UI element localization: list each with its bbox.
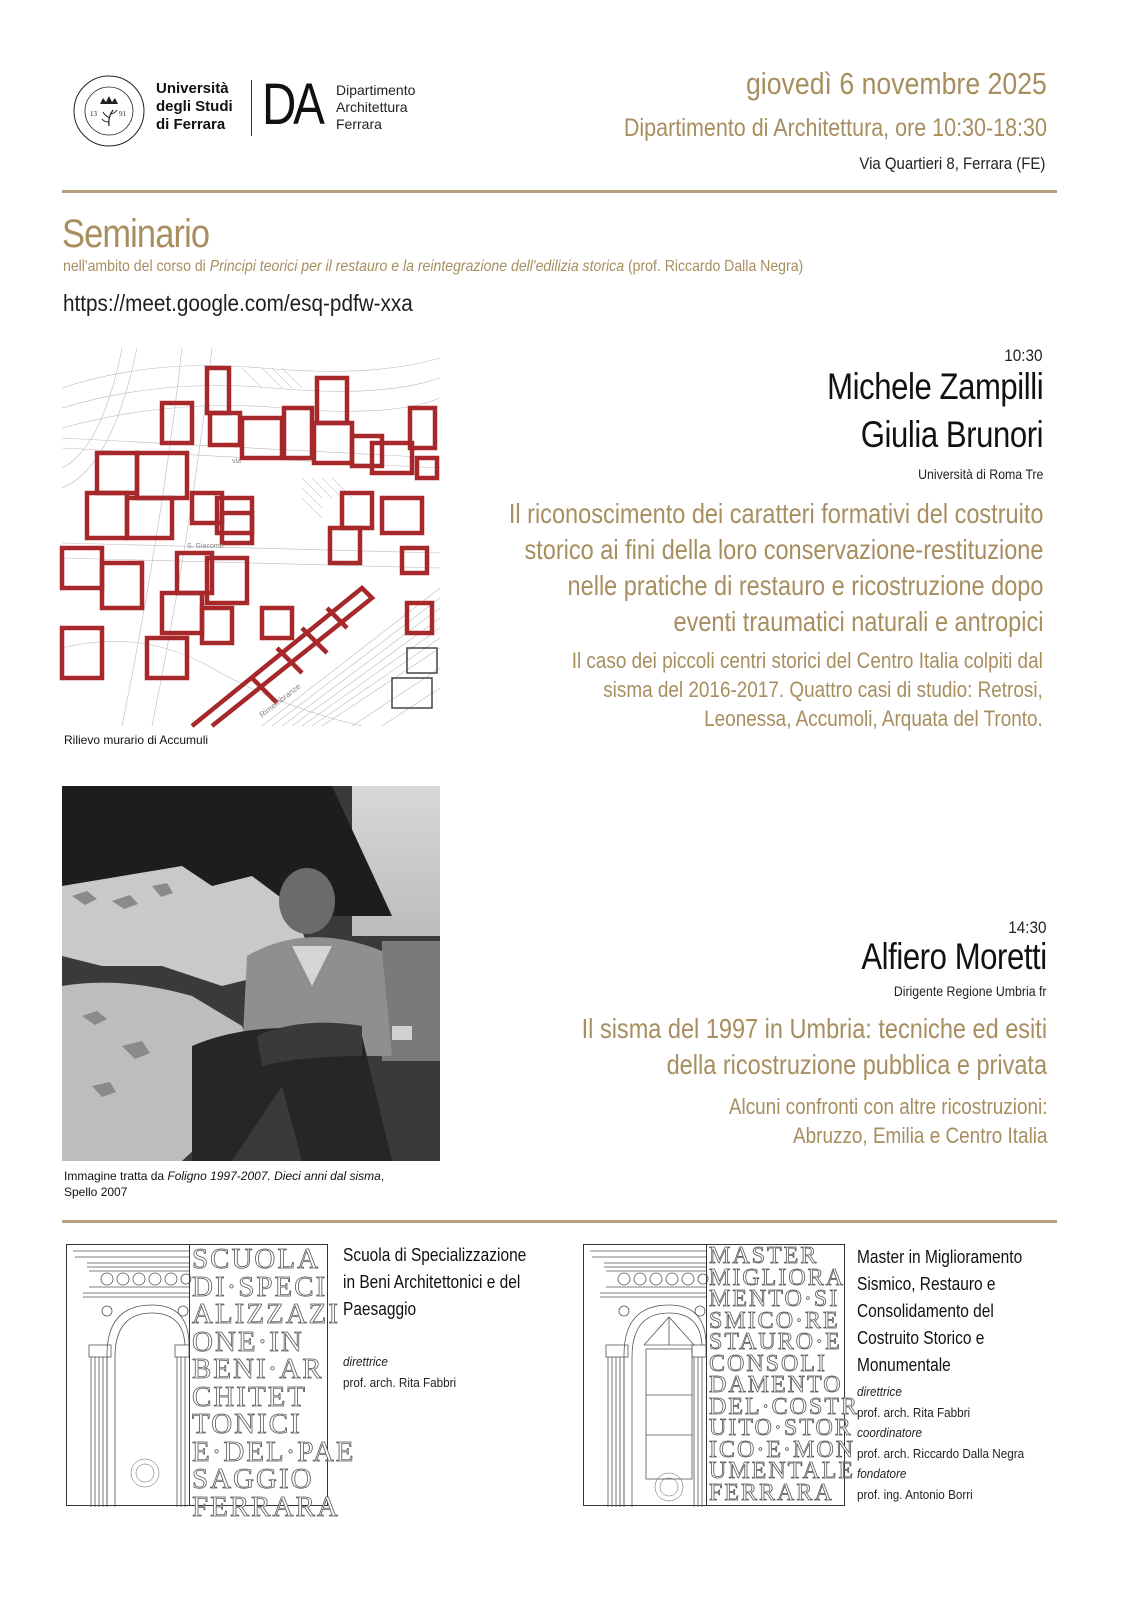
school-1-staff [343, 1352, 456, 1393]
subtitle-prefix: nell'ambito del corso di [63, 258, 210, 275]
talk-2-title [582, 1011, 1047, 1083]
engraved-line: FERRARA [192, 1490, 340, 1523]
talk-2-description [728, 1092, 1047, 1150]
talk-1-speaker: Giulia Brunori [860, 414, 1043, 455]
school-title-line: Paesaggio [343, 1299, 417, 1319]
photo-foligno-earthquake [62, 786, 440, 1161]
map-caption: Rilievo murario di Accumuli [64, 733, 209, 747]
engraved-line: CONSOLI [709, 1350, 828, 1377]
department-name-line: Architettura [336, 99, 408, 115]
engraved-lettering [706, 1243, 859, 1506]
caption-source-title: Foligno 1997-2007. Dieci anni dal sisma [167, 1169, 381, 1183]
school-title-line: Scuola di Specializzazione [343, 1245, 527, 1265]
talk-2-speaker: Alfiero Moretti [861, 936, 1047, 977]
arch-illustration [584, 1245, 706, 1507]
title-line: Il riconoscimento dei caratteri formativi del costruito [508, 498, 1043, 529]
engraved-line: ALIZZAZI [192, 1298, 341, 1330]
title-line: storico ai fini della loro conservazione-restituzione [523, 534, 1043, 565]
engraved-line: DI·SPECI [192, 1270, 328, 1303]
caption-suffix: , [380, 1169, 385, 1183]
engraved-line: SAGGIO [192, 1463, 314, 1495]
engraved-lettering [189, 1243, 356, 1523]
talk-1-speaker: Michele Zampilli [826, 366, 1043, 407]
talk-2-affiliation: Dirigente Regione Umbria fr [894, 983, 1047, 999]
university-name-line: Università [156, 80, 229, 97]
department-name-line: Ferrara [336, 116, 382, 132]
school-1-logo [66, 1243, 356, 1523]
svg-text:S. Giacomo: S. Giacomo [187, 543, 224, 550]
event-address: Via Quartieri 8, Ferrara (FE) [859, 154, 1045, 173]
school-title-line: Costruito Storico e [857, 1328, 985, 1348]
school-title-line: Master in Miglioramento [857, 1247, 1023, 1267]
staff-person: prof. arch. Riccardo Dalla Negra [857, 1445, 1025, 1461]
engraved-line: BENI·AR [192, 1353, 324, 1385]
title-line: della ricostruzione pubblica e privata [666, 1049, 1047, 1080]
staff-role: direttrice [343, 1354, 388, 1369]
staff-person: prof. arch. Rita Fabbri [343, 1374, 457, 1390]
svg-text:91: 91 [119, 110, 126, 118]
seminar-subtitle [63, 258, 803, 276]
staff-role: fondatore [857, 1466, 907, 1481]
school-title-line: Sismico, Restauro e [857, 1274, 996, 1294]
university-name-line: di Ferrara [156, 116, 226, 133]
title-line: eventi traumatici naturali e antropici [673, 606, 1043, 637]
university-name [156, 80, 233, 134]
photo-caption-line: Spello 2007 [64, 1185, 128, 1199]
description-line: Il caso dei piccoli centri storici del Centro Italia colpiti dal [571, 648, 1043, 673]
engraved-line: SCUOLA [192, 1243, 321, 1275]
meet-link[interactable]: https://meet.google.com/esq-pdfw-xxa [63, 290, 413, 316]
photo-caption [64, 1168, 384, 1200]
school-2-logo [583, 1243, 859, 1506]
description-line: Abruzzo, Emilia e Centro Italia [792, 1123, 1047, 1148]
department-logo-mark: DA [262, 72, 322, 137]
school-title-line: in Beni Architettonici e del [343, 1272, 521, 1292]
school-2-title [857, 1244, 1022, 1379]
photo-caption-line [64, 1168, 384, 1184]
talk-1-time: 10:30 [1004, 346, 1043, 365]
wall-survey-drawing [62, 348, 440, 726]
staff-role: direttrice [857, 1384, 902, 1399]
course-name: Principi teorici per il restauro e la reintegrazione dell'edilizia storica [209, 258, 625, 275]
title-line: Il sisma del 1997 in Umbria: tecniche ed esiti [581, 1013, 1047, 1044]
staff-person: prof. ing. Antonio Borri [857, 1486, 973, 1502]
talk-1-description [572, 646, 1043, 733]
event-venue: Dipartimento di Architettura, ore 10:30-18:30 [623, 114, 1047, 142]
staff-person: prof. arch. Rita Fabbri [857, 1404, 971, 1420]
engraved-line: FERRARA [709, 1479, 834, 1506]
event-date: giovedì 6 novembre 2025 [746, 66, 1047, 101]
university-name-line: degli Studi [156, 98, 233, 115]
engraved-line: SMICO·RE [709, 1307, 840, 1334]
title-line: nelle pratiche di restauro e ricostruzione dopo [567, 570, 1043, 601]
svg-text:via: via [232, 458, 241, 465]
svg-text:13: 13 [90, 110, 97, 118]
staff-role: coordinatore [857, 1425, 923, 1440]
engraved-line: DAMENTO [709, 1372, 843, 1399]
school-title-line: Monumentale [857, 1355, 951, 1375]
engraved-line: ONE·IN [192, 1325, 304, 1358]
school-2-staff [857, 1382, 1024, 1505]
caption-prefix: Immagine tratta da [64, 1169, 168, 1183]
arch-illustration [67, 1245, 189, 1507]
description-line: Leonessa, Accumoli, Arquata del Tronto. [704, 706, 1043, 731]
talk-1-title [508, 496, 1043, 640]
logo-divider [251, 80, 252, 136]
university-seal-logo [72, 74, 146, 148]
map-image-accumoli [62, 348, 440, 726]
engraved-line: E·DEL·PAE [192, 1435, 356, 1468]
talk-2-time: 14:30 [1008, 918, 1047, 937]
engraved-line: UITO·STOR [709, 1415, 853, 1442]
engraved-line: UMENTALE [709, 1458, 856, 1485]
engraved-line: ICO·E·MON [709, 1436, 855, 1463]
talk-1-affiliation: Università di Roma Tre [917, 466, 1043, 482]
engraved-line: CHITET [192, 1380, 308, 1413]
seminar-title: Seminario [62, 212, 210, 256]
photo-drawing [62, 786, 440, 1161]
school-title-line: Consolidamento del [857, 1301, 994, 1321]
department-name-line: Dipartimento [336, 82, 416, 98]
engraved-line: MENTO·SI [709, 1286, 840, 1313]
svg-text:Rimembranze: Rimembranze [257, 681, 303, 720]
header-divider [62, 190, 1057, 193]
footer-divider [62, 1220, 1057, 1223]
engraved-line: DEL·COSTR [709, 1393, 859, 1420]
engraved-line: MIGLIORA [709, 1264, 845, 1291]
school-1-title [343, 1242, 526, 1323]
engraved-line: TONICI [192, 1408, 302, 1440]
description-line: sisma del 2016-2017. Quattro casi di studio: Retrosi, [603, 677, 1043, 702]
description-line: Alcuni confronti con altre ricostruzioni: [728, 1094, 1047, 1119]
department-name [336, 82, 415, 133]
subtitle-suffix: (prof. Riccardo Dalla Negra) [624, 258, 804, 275]
engraved-line: MASTER [709, 1243, 819, 1269]
engraved-line: STAURO·E [709, 1329, 842, 1356]
